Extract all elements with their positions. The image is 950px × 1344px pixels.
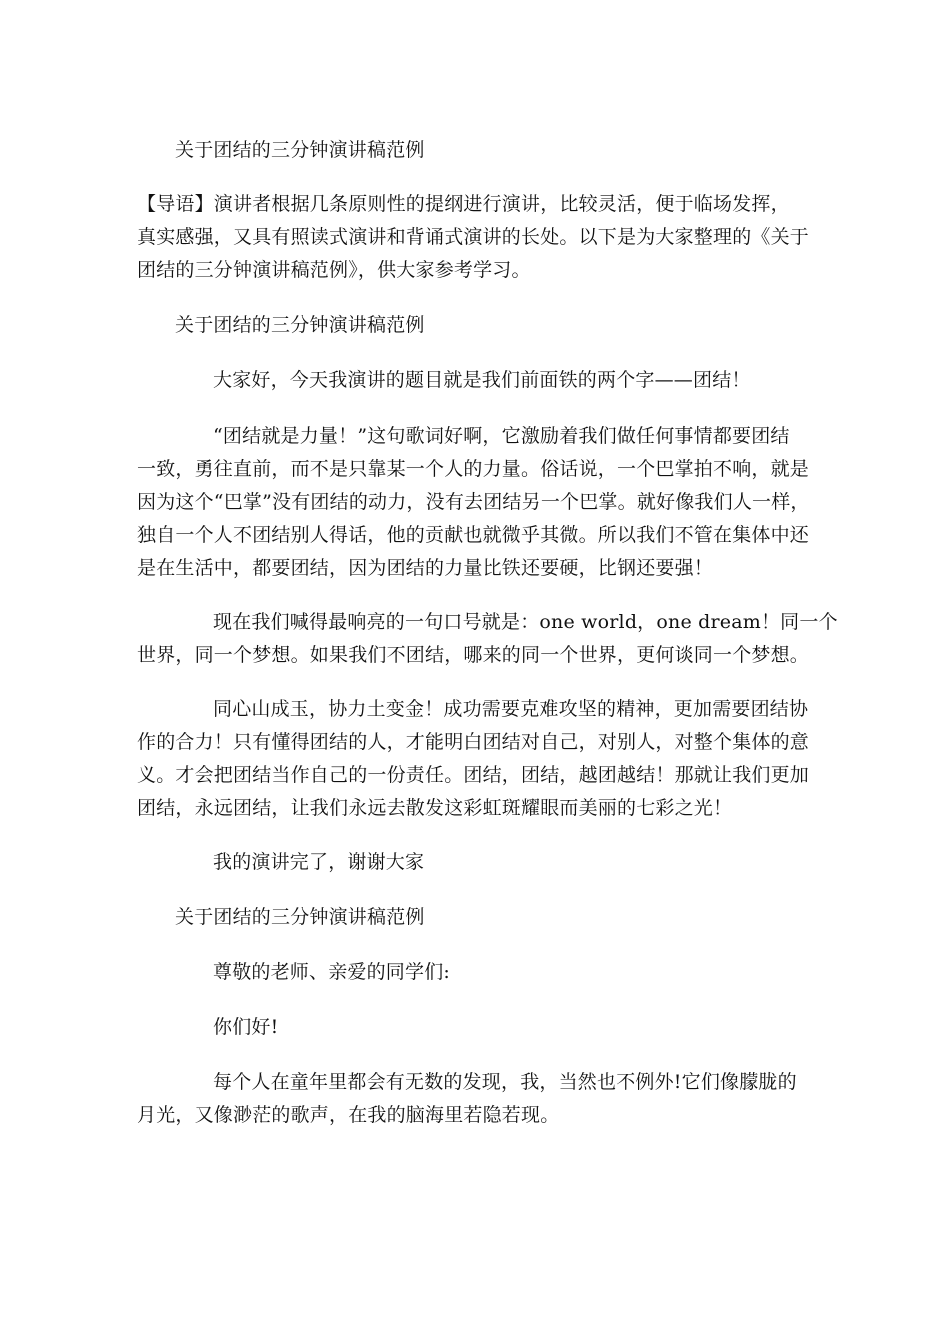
section-heading: 关于团结的三分钟演讲稿范例 xyxy=(175,314,425,336)
speech1-closing: 我的演讲完了，谢谢大家 xyxy=(213,851,425,873)
speech1-p2-line-1: “团结就是力量！”这句歌词好啊，它激励着我们做任何事情都要团结 xyxy=(213,425,790,447)
intro-line-3: 团结的三分钟演讲稿范例》，供大家参考学习。 xyxy=(137,259,531,281)
speech1-paragraph-1: 大家好，今天我演讲的题目就是我们前面铁的两个字——团结！ xyxy=(213,369,751,391)
speech1-p3-line-1: 现在我们喊得最响亮的一句口号就是：one world，one dream！同一个 xyxy=(213,611,838,633)
speech1-p3-line-2: 世界，同一个梦想。如果我们不团结，哪来的同一个世界，更何谈同一个梦想。 xyxy=(137,644,810,666)
speech1-p2-line-2: 一致，勇往直前，而不是只靠某一个人的力量。俗话说，一个巴掌拍不响，就是 xyxy=(137,458,810,480)
page-title: 关于团结的三分钟演讲稿范例 xyxy=(175,139,425,161)
speech2-p3-line-2: 月光，又像渺茫的歌声，在我的脑海里若隐若现。 xyxy=(137,1104,560,1126)
speech1-p2-line-3: 因为这个“巴掌”没有团结的动力，没有去团结另一个巴掌。就好像我们人一样， xyxy=(137,491,810,513)
speech1-p4-line-1: 同心山成玉，协力土变金！成功需要克难攻坚的精神，更加需要团结协 xyxy=(213,698,809,720)
section-heading-2: 关于团结的三分钟演讲稿范例 xyxy=(175,906,425,928)
speech1-p2-line-5: 是在生活中，都要团结，因为团结的力量比铁还要硬，比钢还要强！ xyxy=(137,557,714,579)
intro-line-2: 真实感强，又具有照读式演讲和背诵式演讲的长处。以下是为大家整理的《关于 xyxy=(137,226,810,248)
speech2-salutation: 尊敬的老师、亲爱的同学们: xyxy=(213,961,451,983)
speech2-greeting: 你们好! xyxy=(213,1016,279,1038)
intro-line-1: 【导语】演讲者根据几条原则性的提纲进行演讲，比较灵活，便于临场发挥， xyxy=(137,193,790,215)
speech2-p3-line-1: 每个人在童年里都会有无数的发现，我，当然也不例外!它们像朦胧的 xyxy=(213,1071,797,1093)
speech1-p4-line-2: 作的合力！只有懂得团结的人，才能明白团结对自己，对别人，对整个集体的意 xyxy=(137,731,810,753)
speech1-p4-line-3: 义。才会把团结当作自己的一份责任。团结，团结，越团越结！那就让我们更加 xyxy=(137,764,810,786)
speech1-p2-line-4: 独自一个人不团结别人得话，他的贡献也就微乎其微。所以我们不管在集体中还 xyxy=(137,524,810,546)
speech1-p4-line-4: 团结，永远团结，让我们永远去散发这彩虹斑耀眼而美丽的七彩之光！ xyxy=(137,797,733,819)
